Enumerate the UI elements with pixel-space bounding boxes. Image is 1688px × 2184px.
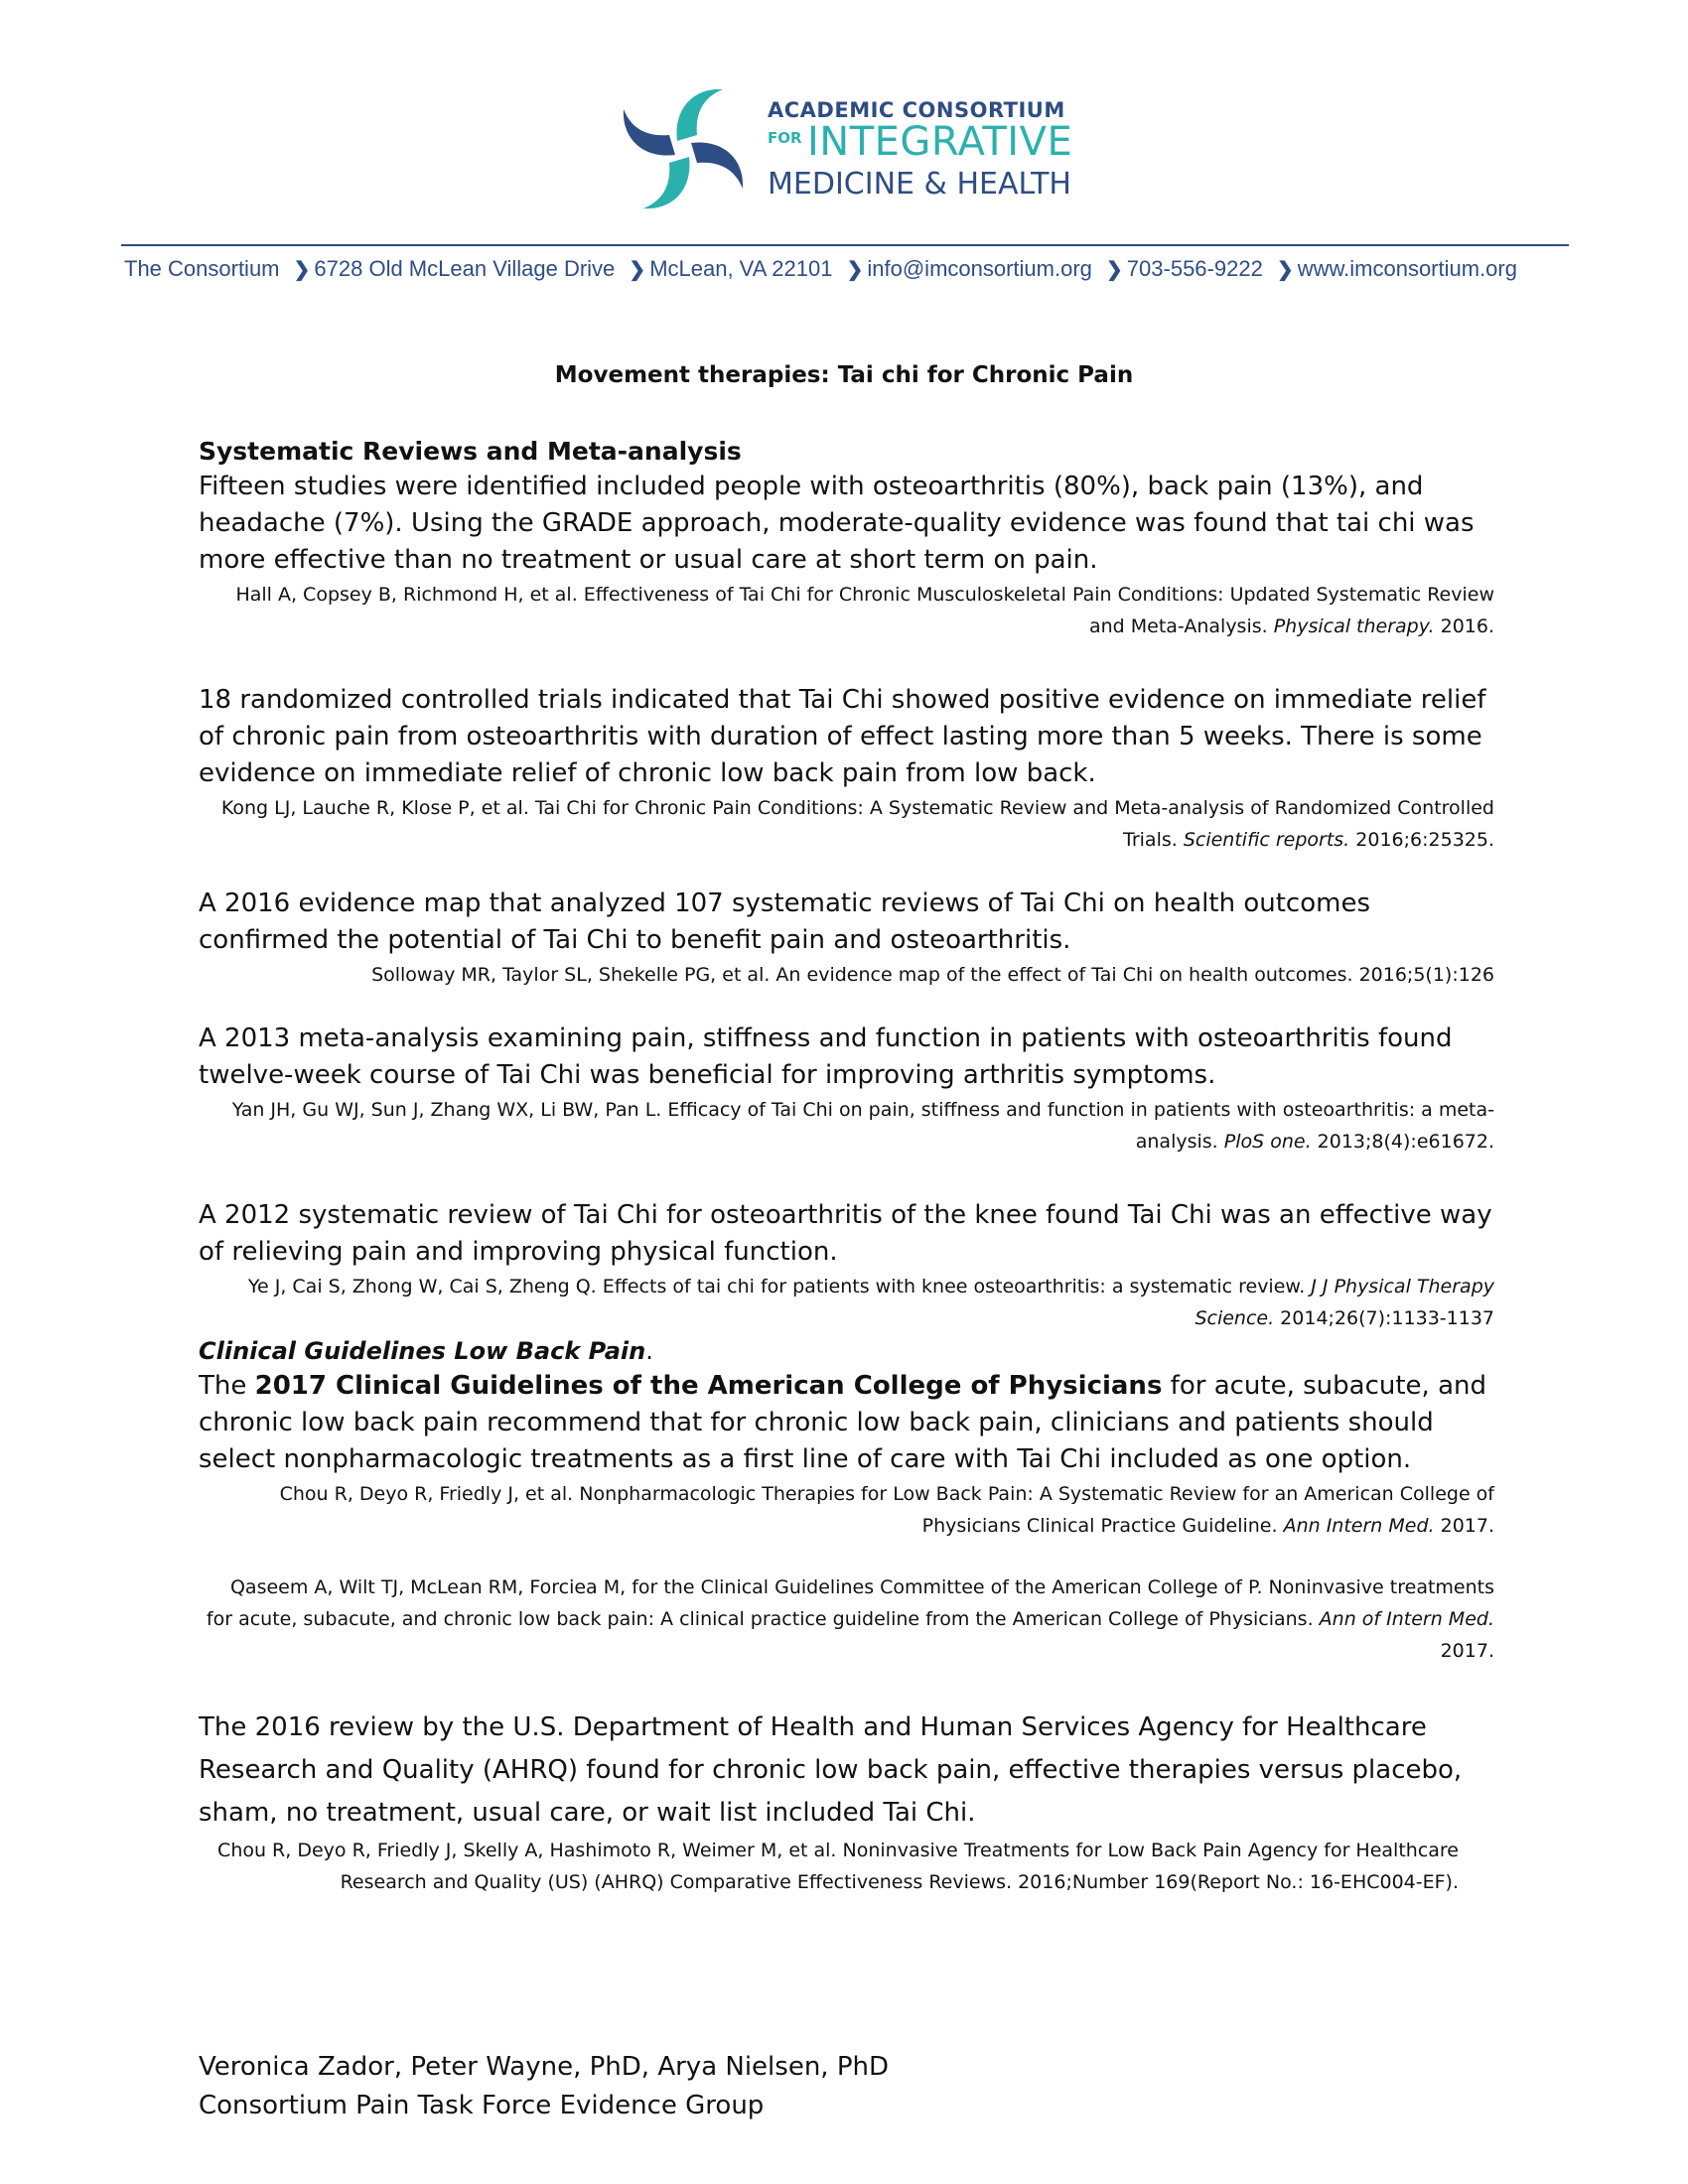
- reference: Hall A, Copsey B, Richmond H, et al. Effectiveness of Tai Chi for Chronic Musculoskeletal Pain Conditions: Updated Systematic Review and Meta-Analysis. Physical therapy. 2016.: [235, 584, 1494, 637]
- author-names: Veronica Zador, Peter Wayne, PhD, Arya Nielsen, PhD: [199, 2052, 890, 2082]
- separator-icon: ❯: [1276, 259, 1294, 281]
- logo-for: FOR: [768, 129, 802, 147]
- organization-logo: [614, 79, 1100, 218]
- paragraph: A 2016 evidence map that analyzed 107 systematic reviews of Tai Chi on health outcomes confirmed the potential of Tai Chi to benefit pain and osteoarthritis.: [199, 888, 1370, 955]
- paragraph: 18 randomized controlled trials indicated that Tai Chi showed positive evidence on immediate relief of chronic pain from osteoarthritis with duration of effect lasting more than 5 weeks. There is some evidence on immediate relief of chronic low back pain from low back.: [199, 685, 1486, 788]
- author-group: Consortium Pain Task Force Evidence Group: [199, 2091, 765, 2120]
- logo-line-academic-consortium: ACADEMIC CONSORTIUM: [768, 98, 1065, 122]
- contact-address: 6728 Old McLean Village Drive: [314, 256, 616, 281]
- reference: Kong LJ, Lauche R, Klose P, et al. Tai Chi for Chronic Pain Conditions: A Systematic Review and Meta-analysis of Randomized Controlled Trials. Scientific reports. 2016;6:25325.: [220, 797, 1494, 851]
- pinwheel-logo-icon: [614, 79, 753, 218]
- paragraph: A 2013 meta-analysis examining pain, stiffness and function in patients with osteoarthritis found twelve-week course of Tai Chi was beneficial for improving arthritis symptoms.: [199, 1024, 1453, 1090]
- document-body: [199, 435, 1494, 1898]
- author-footer: [199, 2048, 889, 2125]
- section-heading-clinical-guidelines: Clinical Guidelines Low Back Pain.: [199, 1337, 653, 1365]
- contact-city: McLean, VA 22101: [649, 256, 833, 281]
- separator-icon: ❯: [1106, 259, 1123, 281]
- separator-icon: ❯: [846, 259, 864, 281]
- contact-email-link[interactable]: info@imconsortium.org: [867, 256, 1092, 281]
- separator-icon: ❯: [293, 259, 311, 281]
- reference: Chou R, Deyo R, Friedly J, et al. Nonpharmacologic Therapies for Low Back Pain: A Systematic Review for an American College of Physicians Clinical Practice Guideline. Ann Intern Med. 2017.: [279, 1483, 1494, 1537]
- reference: Chou R, Deyo R, Friedly J, Skelly A, Hashimoto R, Weimer M, et al. Noninvasive Treatments for Low Back Pain Agency for Healthcare Research and Quality (US) (AHRQ) Comparative Effectiveness Reviews. 2016;Number 169(Report No.: 16-EHC004-EF).: [217, 1840, 1459, 1893]
- page-title: Movement therapies: Tai chi for Chronic Pain: [554, 362, 1134, 388]
- paragraph: A 2012 systematic review of Tai Chi for osteoarthritis of the knee found Tai Chi was an effective way of relieving pain and improving physical function.: [199, 1200, 1492, 1267]
- logo-wordmark: [768, 97, 1071, 203]
- logo-line-medicine-health: MEDICINE & HEALTH: [768, 167, 1071, 202]
- contact-line: [124, 256, 1574, 282]
- section-heading-systematic-reviews: Systematic Reviews and Meta-analysis: [199, 437, 742, 466]
- separator-icon: ❯: [629, 259, 646, 281]
- reference: Qaseem A, Wilt TJ, McLean RM, Forciea M, for the Clinical Guidelines Committee of the American College of P. Noninvasive treatments for acute, subacute, and chronic low back pain: A clinical practice guideline from the American College of Physicians. Ann of Intern Med. 2017.: [206, 1576, 1494, 1662]
- contact-website-link[interactable]: www.imconsortium.org: [1297, 256, 1517, 281]
- logo-line-integrative: INTEGRATIVE: [807, 119, 1073, 165]
- contact-phone: 703-556-9222: [1126, 256, 1263, 281]
- paragraph: Fifteen studies were identified included people with osteoarthritis (80%), back pain (13%), and headache (7%). Using the GRADE approach, moderate-quality evidence was found that tai chi was more effective than no treatment or usual care at short term on pain.: [199, 472, 1475, 575]
- paragraph: The 2016 review by the U.S. Department of Health and Human Services Agency for Healthcare Research and Quality (AHRQ) found for chronic low back pain, effective therapies versus placebo, sham, no treatment, usual care, or wait list included Tai Chi.: [199, 1712, 1463, 1828]
- reference: Yan JH, Gu WJ, Sun J, Zhang WX, Li BW, Pan L. Efficacy of Tai Chi on pain, stiffness and function in patients with osteoarthritis: a meta-analysis. PloS one. 2013;8(4):e61672.: [231, 1099, 1494, 1153]
- reference: Ye J, Cai S, Zhong W, Cai S, Zheng Q. Effects of tai chi for patients with knee osteoarthritis: a systematic review. J J Physical Therapy Science. 2014;26(7):1133-1137: [247, 1276, 1494, 1329]
- reference: Solloway MR, Taylor SL, Shekelle PG, et al. An evidence map of the effect of Tai Chi on health outcomes. 2016;5(1):126: [371, 964, 1494, 986]
- contact-org: The Consortium: [124, 256, 280, 281]
- header-divider: [121, 244, 1569, 246]
- paragraph: The 2017 Clinical Guidelines of the American College of Physicians for acute, subacute, and chronic low back pain recommend that for chronic low back pain, clinicians and patients should select nonpharmacologic treatments as a first line of care with Tai Chi included as one option.: [199, 1371, 1486, 1474]
